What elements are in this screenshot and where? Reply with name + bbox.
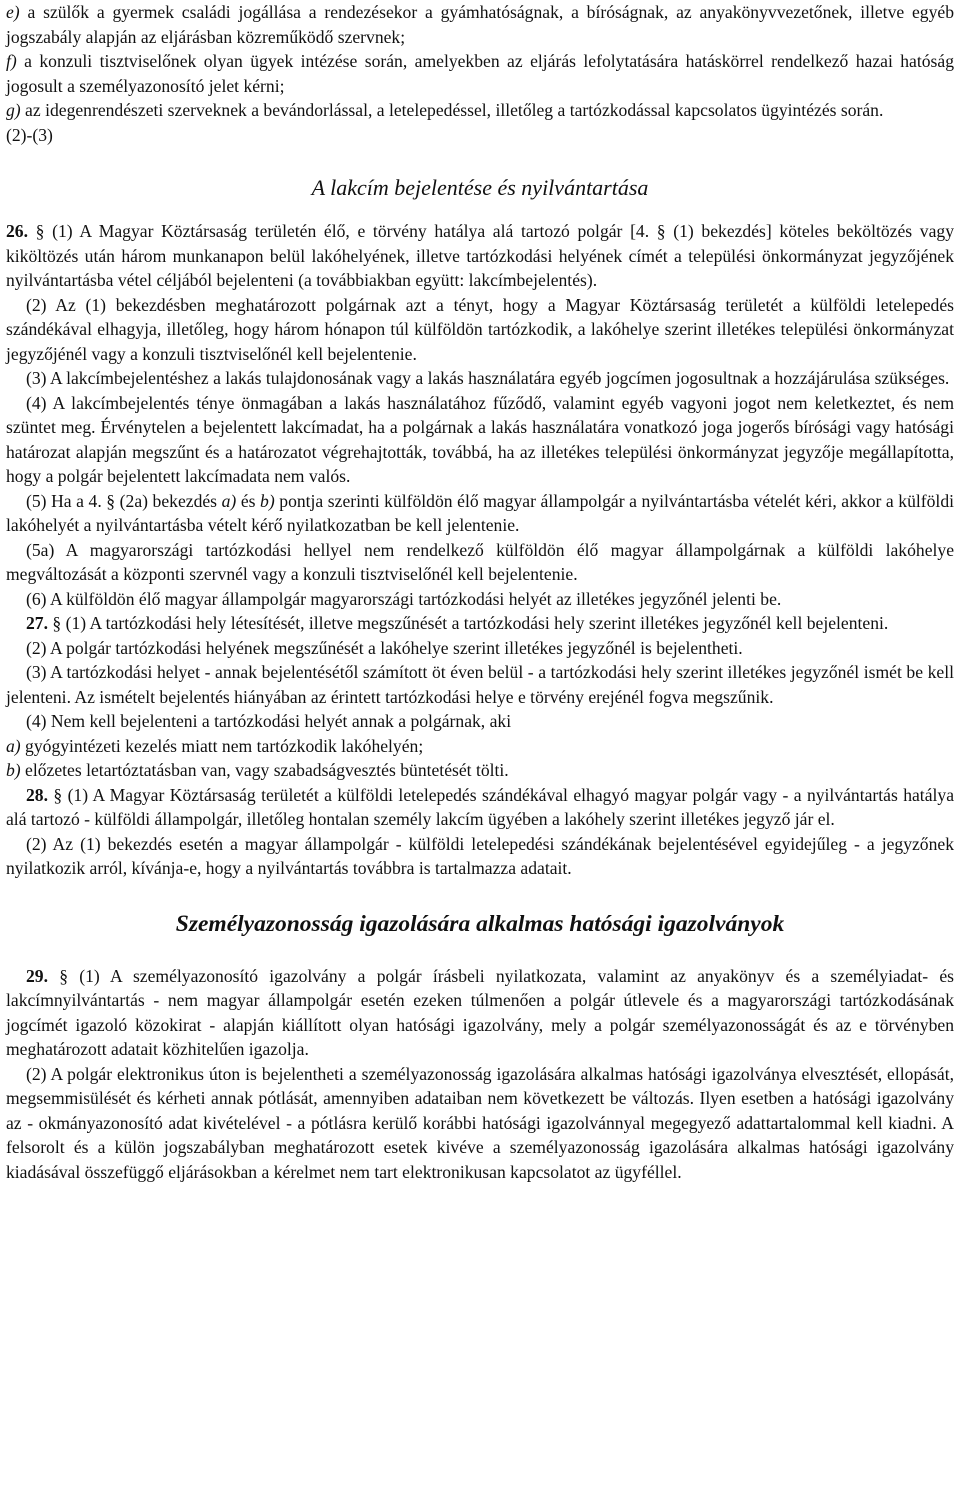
section-26-p1-text: § (1) A Magyar Köztársaság területén élő, e törvény hatálya alá tartozó polgár [4. § (1) bekezdés] köteles beköltözés vagy kiköltözés után három munkanapon belül lakóhelyének, illetve tartózkodási helyének címét a települési önkormányzat jegyzőjének nyilvántartásba vétel céljából bejelenteni (a továbbiakban együtt: lakcímbejelentés). [6,221,954,290]
section-27-point-a-text: gyógyintézeti kezelés miatt nem tartózkodik lakóhelyén; [20,735,424,756]
section-26-p6: (6) A külföldön élő magyar állampolgár magyarországi tartózkodási helyét az illetékes jegyzőnél jelenti be. [26,588,782,609]
item-f-text: a konzuli tisztviselőnek olyan ügyek intézése során, amelyekben az eljárás lefolytatására hatáskörrel rendelkező hazai hatóság jogosult a személyazonosító jelet kérni; [6,51,954,96]
section-26-p5a: (5a) A magyarországi tartózkodási hellyel nem rendelkező külföldön élő magyar állampolgárnak a külföldi lakóhelye megváltozását a központi szervnél vagy a konzuli tisztviselőnél kell bejelentenie. [6,539,954,584]
section-26-p5-part1: (5) Ha a 4. § (2a) bekezdés [26,490,222,511]
section-29-p2: (2) A polgár elektronikus úton is bejelentheti a személyazonosság igazolására alkalmas hatósági igazolványa elvesztését, ellopását, megsemmisülését és kérheti annak pótlását, amennyiben adataiban nem következett be változás. Ilyen esetben a hatósági igazolvány az - okmányazonosító adat kivételével - a pótlásra kerülő korábbi hatósági igazolvánnyal megegyező adattartalommal kell kiadni. A felsorolt és a külön jogszabályban meghatározott esetek kivéve a személyazonosság igazolására alkalmas hatósági igazolvány kiadásával összefüggő eljárásokban a kérelmet nem tart elektronikusan kapcsolatot az ügyféllel. [6,1063,954,1182]
item-g-label: g) [6,100,21,120]
item-f-label: f) [6,51,17,71]
section-29-p1 [6,964,954,1062]
section-29-p1-text: § (1) A személyazonosító igazolvány a polgár írásbeli nyilatkozata, valamint az anyakönyv és a személyiadat- és lakcímnyilvántartás - nem magyar állampolgár esetén ezeken túlmenően a polgár útlevele és a magyarországi tartózkodásának jogcímét igazoló közokirat - alapján kiállított olyan hatósági igazolvány, mely a polgár személyazonosságát és az e törvényben meghatározott adatait közhitelűen igazolja. [6,965,954,1059]
item-e-text: a szülők a gyermek családi jogállása a rendezésekor a gyámhatóságnak, a bíróságnak, az anyakönyvvezetőnek, illetve egyéb jogszabály alapján az eljárásban közreműködő szervnek; [6,2,954,47]
heading-lakcim: A lakcím bejelentése és nyilvántartása [311,175,649,200]
section-28-number: 28. [26,784,48,805]
section-27-p4: (4) Nem kell bejelenteni a tartózkodási helyét annak a polgárnak, aki [26,711,512,731]
section-26-p5 [6,489,954,538]
section-26-p4: (4) A lakcímbejelentés ténye önmagában a lakás használatához fűződő, valamint egyéb vagyoni jogot nem keletkeztet, és nem szüntet meg. Érvénytelen a bejelentett lakcímadat, ha a polgárnak a lakás használatára vonatkozó joga jogerős bírósági vagy hatósági határozat alapján megszűnt és a határozatot végrehajtották, továbbá, ha az illetékes települési önkormányzat jegyzője megállapította, hogy a polgár bejelentett lakcímadata nem valós. [6,392,954,486]
heading-szemelyazonossag: Személyazonosság igazolására alkalmas hatósági igazolványok [175,910,785,937]
section-27-point-b-text: előzetes letartóztatásban van, vagy szabadságvesztés büntetését tölti. [20,760,509,780]
document-page [6,0,954,1184]
section-27-point-b [6,758,954,783]
section-27-point-a [6,734,954,759]
item-g [6,98,954,123]
section-27-p1 [6,611,954,636]
section-26-p5-point-b: b) [260,490,275,511]
item-g-text: az idegenrendészeti szerveknek a bevándorlással, a letelepedéssel, illetőleg a tartózkodással kapcsolatos ügyintézés során. [20,100,884,120]
paragraph-2-3: (2)-(3) [6,124,53,145]
section-26-p2: (2) Az (1) bekezdésben meghatározott polgárnak azt a tényt, hogy a Magyar Köztársaság területét a külföldi letelepedés szándékával elhagyja, illetőleg, hogy három hónapon túl külföldön tartózkodik, a lakóhelye szerint illetékes települési önkormányzat jegyzőjénél vagy a konzuli tisztviselőnél kell bejelentenie. [6,294,954,364]
item-e-label: e) [6,2,20,22]
section-29-number: 29. [26,965,48,986]
item-e [6,0,954,49]
section-27-number: 27. [26,613,48,633]
section-27-point-a-label: a) [6,735,21,756]
section-26-p5-part3: pontja szerinti külföldön élő magyar állampolgár a nyilvántartásba vételét kéri, akkor a külföldi lakóhelyét a nyilvántartásba vételt kérő nyilatkozatban be kell jelentenie. [6,490,955,535]
section-26-number: 26. [6,221,28,241]
section-28-p2: (2) Az (1) bekezdés esetén a magyar állampolgár - külföldi letelepedési szándékának bejelentésével egyidejűleg - a jegyzőnek nyilatkozik arról, kívánja-e, hogy a nyilvántartás továbbra is tartalmazza adatait. [6,833,954,878]
section-26-p3: (3) A lakcímbejelentéshez a lakás tulajdonosának vagy a lakás használatára egyéb jogcímen jogosultnak a hozzájárulása szükséges. [26,368,950,388]
section-26-p1 [6,219,954,293]
section-28-p1-text: § (1) A Magyar Köztársaság területét a külföldi letelepedés szándékával elhagyó magyar polgár vagy - a nyilvántartás hatálya alá tartozó - külföldi állampolgár, illetőleg hontalan személy lakcím ügyében a lakóhely szerint illetékes jegyző jár el. [6,784,954,829]
item-f [6,49,954,98]
section-27-p1-text: § (1) A tartózkodási hely létesítését, illetve megszűnését a tartózkodási hely szerint illetékes jegyzőnél kell bejelenteni. [48,613,889,633]
section-27-p2: (2) A polgár tartózkodási helyének megszűnését a lakóhelye szerint illetékes jegyzőnél is bejelentheti. [26,637,743,658]
section-27-p3: (3) A tartózkodási helyet - annak bejelentésétől számított öt éven belül - a tartózkodási hely szerint illetékes jegyzőnél ismét be kell jelenteni. Az ismételt bejelentés hiányában az érintett tartózkodási helye e törvény erejénél fogva megszűnik. [6,662,954,707]
section-26-p5-point-a: a) [221,490,237,511]
section-26-p5-part2: és [236,490,261,511]
section-27-point-b-label: b) [6,760,21,780]
section-28-p1 [6,783,954,832]
